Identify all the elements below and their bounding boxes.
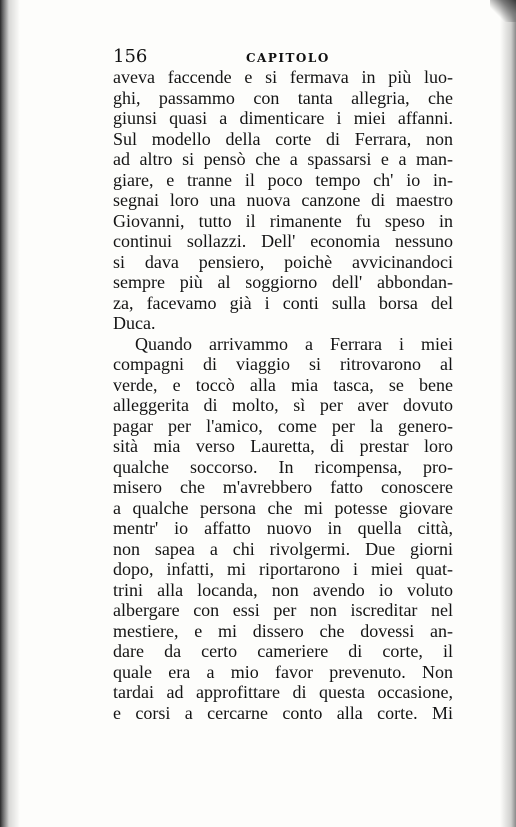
text-line: Sul modello della corte di Ferrara, non — [113, 128, 453, 149]
paragraph-2 — [113, 334, 453, 724]
text-line: si dava pensiero, poichè avvicinandoci — [113, 251, 453, 272]
text-line: giunsi quasi a dimenticare i miei affanni. — [113, 108, 453, 128]
corner-stain — [490, 0, 516, 22]
text-line: verde, e toccò alla mia tasca, se bene — [113, 374, 453, 395]
text-line: alleggerita di molto, sì per aver dovuto — [113, 395, 453, 415]
text-line: compagni di viaggio si ritrovarono al — [113, 354, 453, 374]
text-line: mentr' io affatto nuovo in quella città, — [113, 518, 453, 538]
text-line: e corsi a cercarne conto alla corte. Mi — [113, 702, 453, 723]
text-line: ad altro si pensò che a spassarsi e a man- — [113, 149, 453, 169]
body-text — [113, 67, 453, 723]
text-line: a qualche persona che mi potesse giovare — [113, 497, 453, 518]
paragraph-1 — [113, 67, 453, 334]
text-line: sempre più al soggiorno dell' abbondan- — [113, 272, 453, 292]
page-header — [113, 46, 453, 68]
text-line: continui sollazzi. Dell' economia nessuno — [113, 231, 453, 251]
text-line: za, facevamo già i conti sulla borsa del — [113, 292, 453, 313]
text-line: giare, e tranne il poco tempo ch' io in- — [113, 169, 453, 190]
text-line: aveva faccende e si fermava in più luo- — [113, 67, 453, 87]
text-line: quale era a mio favor prevenuto. Non — [113, 661, 453, 682]
page-number: 156 — [113, 46, 148, 67]
text-line: dare da certo cameriere di corte, il — [113, 641, 453, 661]
text-line: mestiere, e mi dissero che dovessi an- — [113, 620, 453, 641]
text-line: trini alla locanda, non avendo io voluto — [113, 579, 453, 600]
text-line: pagar per l'amico, come per la genero- — [113, 415, 453, 436]
text-line: Giovanni, tutto il rimanente fu speso in — [113, 210, 453, 231]
text-line: non sapea a chi rivolgermi. Due giorni — [113, 538, 453, 559]
page-edge-shadow — [500, 0, 516, 827]
binding-shadow — [0, 0, 20, 827]
text-line: dopo, infatti, mi riportarono i miei quat- — [113, 559, 453, 579]
text-line: albergare con essi per non iscreditar nel — [113, 600, 453, 620]
text-line: segnai loro una nuova canzone di maestro — [113, 190, 453, 210]
text-line: misero che m'avrebbero fatto conoscere — [113, 477, 453, 497]
running-head: CAPITOLO — [246, 51, 330, 65]
text-line: sità mia verso Lauretta, di prestar loro — [113, 436, 453, 456]
text-line: tardai ad approfittare di questa occasione, — [113, 682, 453, 702]
text-line: ghi, passammo con tanta allegria, che — [113, 87, 453, 108]
text-line: Duca. — [113, 313, 156, 333]
text-line: Quando arrivammo a Ferrara i miei — [135, 333, 453, 354]
text-line: qualche soccorso. In ricompensa, pro- — [113, 456, 453, 477]
